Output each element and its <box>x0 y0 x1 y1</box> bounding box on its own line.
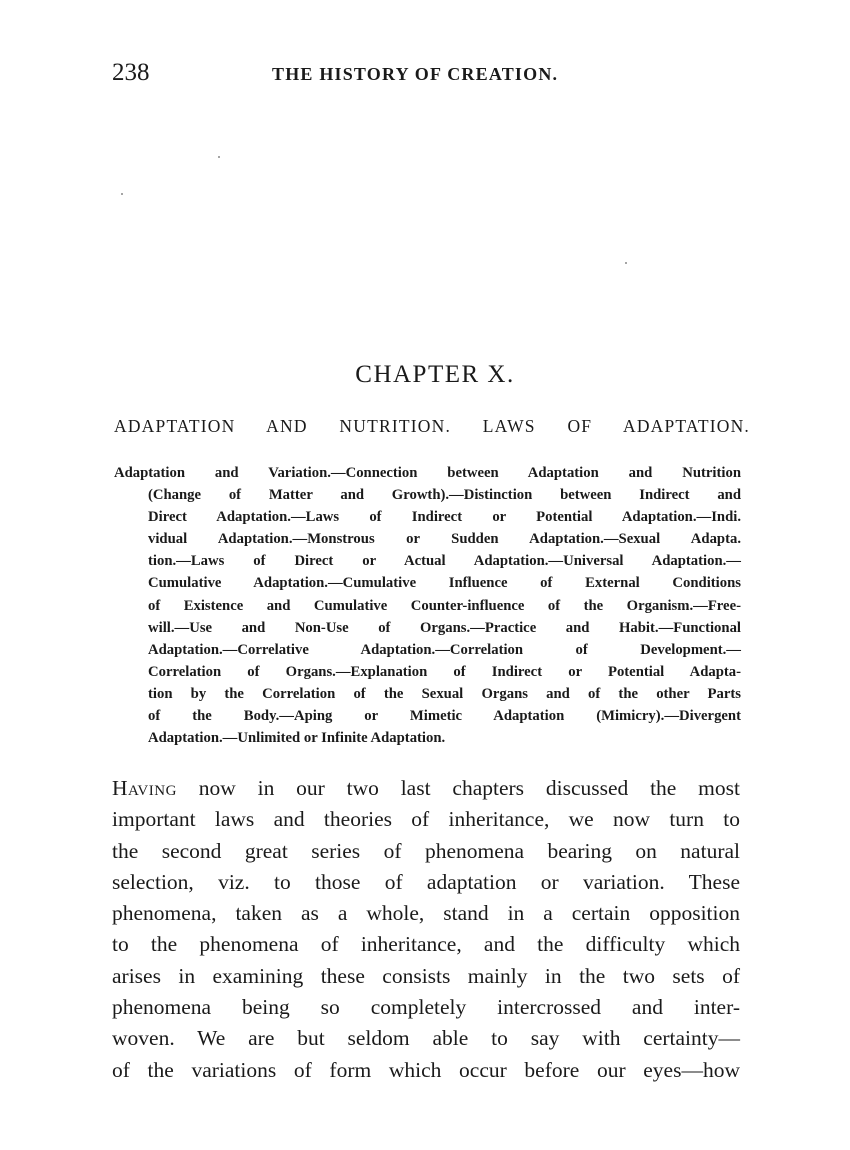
body-line: woven. We are but seldom able to say with certainty— <box>112 1026 740 1051</box>
print-speck <box>218 156 220 158</box>
summary-line: will.—Use and Non-Use of Organs.—Practice and Habit.—Functional <box>148 619 741 636</box>
summary-line: Correlation of Organs.—Explanation of Indirect or Potential Adapta- <box>148 663 741 680</box>
page-number: 238 <box>112 59 150 86</box>
chapter-summary <box>114 462 741 749</box>
summary-line: Direct Adaptation.—Laws of Indirect or Potential Adaptation.—Indi. <box>148 509 741 526</box>
opening-word: Having <box>112 776 177 800</box>
summary-line: vidual Adaptation.—Monstrous or Sudden Adaptation.—Sexual Adapta. <box>148 531 741 548</box>
summary-line: of the Body.—Aping or Mimetic Adaptation (Mimicry).—Divergent <box>148 708 741 725</box>
print-speck <box>625 262 627 264</box>
page-header <box>112 58 742 88</box>
body-paragraph <box>112 773 740 1086</box>
body-line <box>112 773 740 804</box>
chapter-number: CHAPTER X. <box>355 361 515 388</box>
body-line: phenomena being so completely intercrossed and inter- <box>112 995 740 1020</box>
summary-line: tion.—Laws of Direct or Actual Adaptation.—Universal Adaptation.— <box>148 553 741 570</box>
summary-line: (Change of Matter and Growth).—Distinction between Indirect and <box>148 487 741 504</box>
summary-line: of Existence and Cumulative Counter-influence of the Organism.—Free- <box>148 597 741 614</box>
body-line: the second great series of phenomena bearing on natural <box>112 838 740 863</box>
body-line: of the variations of form which occur before our eyes—how <box>112 1057 740 1082</box>
body-line-text: now in our two last chapters discussed the most <box>176 776 740 800</box>
summary-line: Adaptation.—Correlative Adaptation.—Correlation of Development.— <box>148 641 741 658</box>
running-head: THE HISTORY OF CREATION. <box>272 64 559 84</box>
summary-line: tion by the Correlation of the Sexual Organs and of the other Parts <box>148 685 741 702</box>
body-line: selection, viz. to those of adaptation or variation. These <box>112 869 740 894</box>
body-line: phenomena, taken as a whole, stand in a certain opposition <box>112 901 740 926</box>
summary-line: Adaptation.—Unlimited or Infinite Adaptation. <box>148 730 446 747</box>
print-speck <box>121 193 123 195</box>
summary-line: Adaptation and Variation.—Connection between Adaptation and Nutrition <box>114 465 741 481</box>
body-line: important laws and theories of inheritance, we now turn to <box>112 807 740 832</box>
summary-line: Cumulative Adaptation.—Cumulative Influence of External Conditions <box>148 575 741 592</box>
chapter-title: ADAPTATION AND NUTRITION. LAWS OF ADAPTATION. <box>114 416 750 436</box>
body-line: arises in examining these consists mainly in the two sets of <box>112 963 740 988</box>
body-line: to the phenomena of inheritance, and the difficulty which <box>112 932 740 957</box>
